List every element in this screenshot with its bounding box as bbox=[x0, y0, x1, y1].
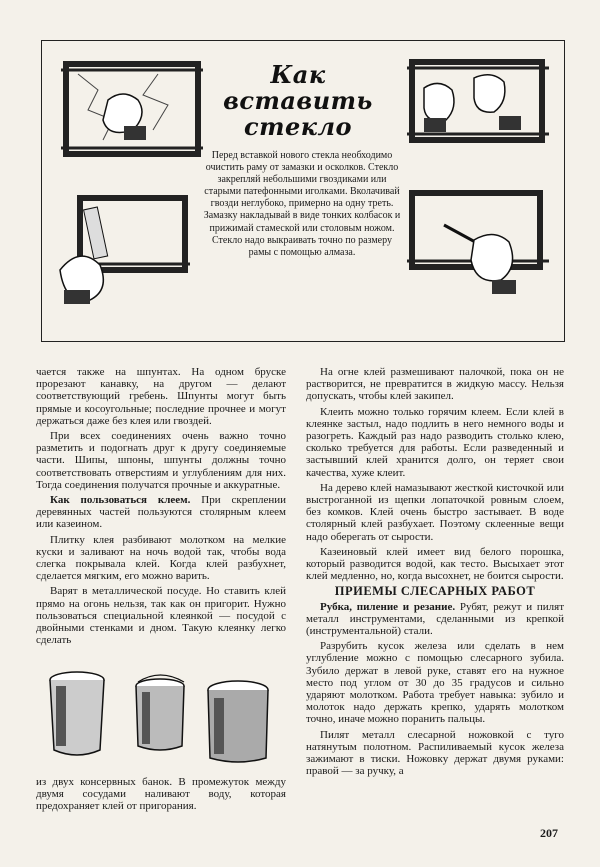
glue-subheading: Как пользоваться клеем. bbox=[50, 494, 191, 507]
knife-putty-illustration bbox=[404, 185, 554, 310]
left-paragraph-2: При всех соединениях очень важно точно разметить и подогнать друг к другу соединяемые части. Шипы, шпоны, шпунты должны точно соответствовать отверстиям и углублениям для них. Тогда соединения получатся прочные и аккуратные. bbox=[36, 430, 286, 491]
right-paragraph-2: Клеить можно только горячим клеем. Если клей в клеянке застыл, надо подлить в него немного воды и разогреть. Каждый раз надо разводить столько клею, сколько требуется для работы. Если разведенный и застывший клей хранится долго, он теряет свои качества, хуже клеит. bbox=[306, 405, 564, 479]
page-number: 207 bbox=[540, 826, 558, 840]
left-paragraph-5: Варят в металлической посуде. Но ставить клей прямо на огонь нельзя, так как он пригорит. Нужно пользоваться специальной клеянкой — посудой с двойными стенками и дном. Такую клеянку легко сделать bbox=[36, 585, 286, 647]
glue-pot-cans-illustration bbox=[42, 662, 287, 767]
left-paragraph-4: Плитку клея разбивают молотком на мелкие куски и заливают на ночь водой так, чтобы вода слегка покрывала клей. Когда клей разбухнет, сделается мягким, его можно варить. bbox=[36, 533, 286, 583]
left-paragraph-3-rest: При скреплении деревянных частей пользуются столярным клеем или казеином. bbox=[36, 494, 286, 531]
right-paragraph-1: На огне клей размешивают палочкой, пока он не растворится, не превратится в жидкую массу. Нельзя допускать, чтобы клей закипел. bbox=[306, 366, 564, 403]
left-paragraph-1: чается также на шпунтах. На одном бруске прорезают канавку, на другом — делают соответствующий гребень. Шпунты могут быть прямые и косоугольные; последние прочнее и могут держаться даже без клея или гвоздей. bbox=[36, 366, 286, 427]
article-title-line1: Как вставить bbox=[223, 60, 373, 115]
article-intro: Перед вставкой нового стекла необходимо очистить раму от замазки и осколков. Стекло закрепляй небольшими гвоздиками или старыми патефонными иголками. Вколачивай гвозди неглубоко, примерно на одну треть. Замазку накладывай в виде тонких колбасок и прижимай стамеской или столовым ножом. Стекло надо выкраивать точно по размеру рамы с помощью алмаза. bbox=[203, 150, 401, 258]
metalwork-subheading: Рубка, пиление и резание. bbox=[320, 600, 456, 613]
article-title bbox=[208, 62, 388, 140]
right-paragraph-7: Пилят металл слесарной ножовкой с туго натянутым полотном. Распиливаемый кусок железа зажимают в тиски. Ножовку держат двумя руками: правой — за ручку, а bbox=[306, 728, 564, 778]
left-column-bottom bbox=[36, 776, 286, 816]
right-paragraph-5 bbox=[306, 601, 564, 638]
left-paragraph-3 bbox=[36, 494, 286, 531]
right-paragraph-6: Разрубить кусок железа или сделать в нем углубление можно с помощью слесарного зубила. Зубило держат в левой руке, ставят его на нужное место под углом от 30 до 35 градусов и сильно ударяют молотком. Работа требует навыка: зубило и молоток надо держать крепко, ударять молотком точно, иначе можно поранить пальцы. bbox=[306, 640, 564, 726]
placing-glass-illustration bbox=[404, 58, 554, 148]
right-paragraph-3: На дерево клей намазывают жесткой кисточкой или выстроганной из щепки лопаточкой ровным слоем, без комков. Клей очень быстро застывает. В воде столярный клей разбухает. Поэтому склеенные вещи надо оберегать от сырости. bbox=[306, 481, 564, 543]
left-column bbox=[36, 366, 286, 649]
broken-glass-window-illustration bbox=[58, 60, 208, 160]
right-paragraph-4: Казеиновый клей имеет вид белого порошка, который разводится водой, как тесто. Высыхает этот клей медленно, но, когда высохнет, не боится сырости. bbox=[306, 545, 564, 583]
right-column bbox=[306, 366, 564, 781]
section-title: ПРИЕМЫ СЛЕСАРНЫХ РАБОТ bbox=[334, 584, 536, 599]
left-paragraph-6: из двух консервных банок. В промежуток между двумя сосудами наливают воду, которая предохраняет клей от пригорания. bbox=[36, 776, 286, 813]
putty-knife-illustration bbox=[50, 190, 195, 310]
right-paragraph-5-rest: Рубят, режут и пилят металл инструментами, сделанными из крепкой (инструментальной) стали. bbox=[306, 600, 564, 638]
article-title-line2: стекло bbox=[243, 112, 353, 141]
